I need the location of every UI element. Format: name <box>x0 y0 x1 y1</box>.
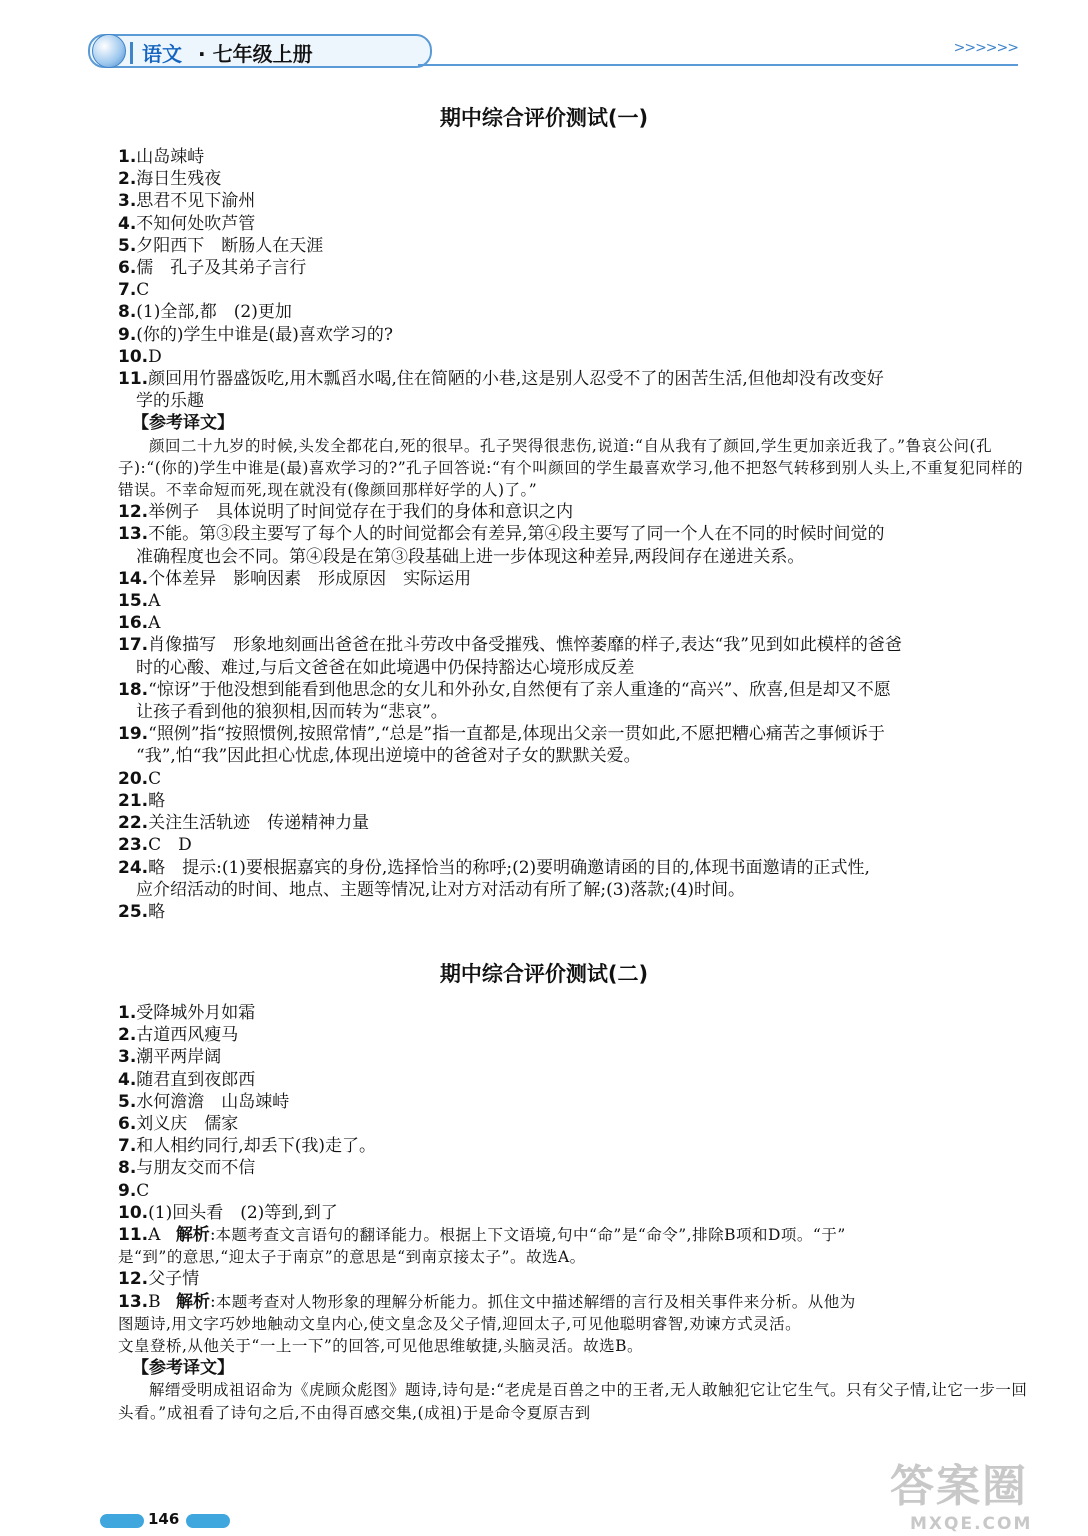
header-arrows-icon: >>>>>> <box>953 40 1018 56</box>
answer-item: 12.父子情 <box>118 1269 200 1290</box>
header-bubble-icon <box>92 34 126 68</box>
answer-text: 与朋友交而不信 <box>136 1158 256 1179</box>
answer-text: 准确程度也会不同。第④段是在第③段基础上进一步体现这种差异,两段间存在递进关系。 <box>136 546 805 567</box>
answer-item <box>118 368 1028 412</box>
answer-text: C D <box>148 835 192 856</box>
answer-number: 8. <box>118 302 137 323</box>
answer-item <box>118 324 1028 346</box>
answer-item <box>118 1091 1028 1113</box>
answer-number: 5. <box>118 235 137 256</box>
answer-item <box>118 812 1028 834</box>
answer-text: 随君直到夜郎西 <box>136 1069 256 1090</box>
answer-number: 20. <box>118 768 149 789</box>
answer-text: A <box>148 613 161 634</box>
answer-number: 24. <box>118 857 149 878</box>
answer-number: 7. <box>118 280 137 301</box>
watermark-url: MXQE.COM <box>910 1514 1033 1534</box>
answer-item <box>118 346 1028 368</box>
answer-text: D <box>148 346 162 367</box>
answer-item <box>118 1113 1028 1135</box>
answer-text: (你的)学生中谁是(最)喜欢学习的? <box>136 324 393 345</box>
section-title-1: 期中综合评价测试(一) <box>439 106 649 130</box>
answer-item <box>118 679 1028 723</box>
answer-text: 举例子 具体说明了时间觉存在于我们的身体和意识之内 <box>148 502 574 523</box>
answer-number: 15. <box>118 591 149 612</box>
answer-text: 不能。第③段主要写了每个人的时间觉都会有差异,第④段主要写了同一个人在不同的时候时间觉的 <box>148 524 885 545</box>
answer-item <box>118 523 1028 567</box>
answer-number: 4. <box>118 1069 137 1090</box>
answer-item <box>118 901 1028 923</box>
answer-number: 10. <box>118 346 149 367</box>
answer-number: 13. <box>118 524 149 545</box>
answer-item <box>118 301 1028 323</box>
answer-number: 7. <box>118 1136 137 1157</box>
header-grade: · 七年级上册 <box>198 42 313 66</box>
answer-item: 11.A 解析:本题考查文言语句的翻译能力。根据上下文语境,句中“命”是“命令”,排除B项和D项。“于” 是“到”的意思,“迎太子于南京”的意思是“到南京接太子”。故选A。 <box>118 1225 846 1267</box>
page-number-left-ornament <box>100 1514 144 1528</box>
answer-number: 1. <box>118 1003 137 1023</box>
answer-number: 6. <box>118 1114 137 1135</box>
answer-number: 12. <box>118 502 149 523</box>
header-badge <box>88 34 432 68</box>
answer-item <box>118 257 1028 279</box>
answers-section-1 <box>118 146 1028 923</box>
answer-text: C <box>136 1180 150 1201</box>
answer-text: 略 <box>148 901 166 922</box>
answer-number: 23. <box>118 835 149 856</box>
answer-text: 让孩子看到他的狼狈相,因而转为“悲哀”。 <box>136 702 448 723</box>
answer-item <box>118 1002 1028 1024</box>
section-title-2: 期中综合评价测试(二) <box>439 962 649 986</box>
answer-text: 学的乐趣 <box>136 391 204 412</box>
answer-item <box>118 612 1028 634</box>
reference-translation-text: 颜回二十九岁的时候,头发全都花白,死的很早。孔子哭得很悲伤,说道:“自从我有了颜回,学生更加亲近我了。”鲁哀公问(孔子):“(你的)学生中谁是(最)喜欢学习的?”孔子回答说:“有个叫颜回的学生最喜欢学习,他不把怒气转移到别人头上,不重复犯同样的错误。不幸命短而死,现在就没有(像颜回那样好学的人)了。” <box>118 436 1024 500</box>
page-number-right-ornament <box>186 1514 230 1528</box>
answer-text: “惊讶”于他没想到能看到他思念的女儿和外孙女,自然便有了亲人重逢的“高兴”、欣喜,但是却又不愿 <box>148 679 891 700</box>
answer-number: 16. <box>118 613 149 634</box>
answer-text: 夕阳西下 断肠人在天涯 <box>136 235 324 256</box>
answer-text: C <box>148 768 162 789</box>
answer-item: 13.B 解析:本题考查对人物形象的理解分析能力。抓住文中描述解缙的言行及相关事件来分析。从他为 图题诗,用文字巧妙地触动文皇内心,使文皇念及父子情,迎回太子,可见他聪明睿智,劝谏方式灵活。 文皇登桥,从他关于“一上一下”的回答,可见他思维敏捷,头脑灵活。故选B。 <box>118 1291 856 1356</box>
answer-text: 儒 孔子及其弟子言行 <box>136 258 307 279</box>
answer-number: 3. <box>118 191 137 212</box>
answer-text: “我”,怕“我”因此担心忧虑,体现出逆境中的爸爸对子女的默默关爱。 <box>136 746 641 767</box>
answer-text: 思君不见下渝州 <box>136 191 256 212</box>
answer-number: 17. <box>118 635 149 656</box>
watermark-title: 答案圈 <box>890 1461 1028 1512</box>
answer-item <box>118 857 1028 901</box>
answer-number: 3. <box>118 1047 137 1068</box>
answer-number: 10. <box>118 1202 149 1223</box>
header-subject: 语文 <box>142 42 182 66</box>
answer-number: 2. <box>118 169 137 190</box>
reference-translation-label: 【参考译文】 <box>132 413 234 434</box>
answer-text: 应介绍活动的时间、地点、主题等情况,让对方对活动有所了解;(3)落款;(4)时间。 <box>136 879 746 900</box>
watermark-logo <box>890 1450 1070 1534</box>
answer-number: 19. <box>118 724 149 745</box>
answer-number: 5. <box>118 1091 137 1112</box>
answer-number: 9. <box>118 1180 137 1201</box>
answer-item <box>118 590 1028 612</box>
answer-number: 4. <box>118 213 137 234</box>
page-header <box>88 30 1018 70</box>
answer-item <box>118 634 1028 678</box>
answer-number: 18. <box>118 679 149 700</box>
answer-item <box>118 168 1028 190</box>
answer-number: 9. <box>118 324 137 345</box>
answer-text: 肖像描写 形象地刻画出爸爸在批斗劳改中备受摧残、憔悴萎靡的样子,表达“我”见到如此模样的爸爸 <box>148 635 902 656</box>
answer-item <box>118 1202 1028 1224</box>
answer-item <box>118 768 1028 790</box>
answer-number: 1. <box>118 147 137 167</box>
answer-item <box>118 190 1028 212</box>
answer-text: 颜回用竹器盛饭吃,用木瓢舀水喝,住在简陋的小巷,这是别人忍受不了的困苦生活,但他却没有改变好 <box>148 369 884 390</box>
answer-text: 关注生活轨迹 传递精神力量 <box>148 813 370 834</box>
header-divider <box>130 42 133 64</box>
answer-item <box>118 1024 1028 1046</box>
answer-item <box>118 1157 1028 1179</box>
answer-item <box>118 213 1028 235</box>
answer-item <box>118 1180 1028 1202</box>
answer-text: A <box>148 591 161 612</box>
answer-item <box>118 1135 1028 1157</box>
answer-item <box>118 723 1028 767</box>
answer-text: 和人相约同行,却丢下(我)走了。 <box>136 1136 376 1157</box>
answer-text: “照例”指“按照惯例,按照常情”,“总是”指一直都是,体现出父亲一贯如此,不愿把糟心痛苦之事倾诉于 <box>148 724 885 745</box>
answer-item <box>118 235 1028 257</box>
answer-item <box>118 790 1028 812</box>
answer-text: C <box>136 280 150 301</box>
answers-section-2 <box>118 1002 1028 1424</box>
answer-text: 略 提示:(1)要根据嘉宾的身份,选择恰当的称呼;(2)要明确邀请函的目的,体现书面邀请的正式性, <box>148 857 870 878</box>
answer-text: 水何澹澹 山岛竦峙 <box>136 1091 290 1112</box>
reference-translation-label: 【参考译文】 <box>132 1358 234 1379</box>
page-number: 146 <box>148 1510 180 1528</box>
answer-number: 6. <box>118 258 137 279</box>
answer-text: 古道西风瘦马 <box>136 1025 239 1046</box>
answer-text: 时的心酸、难过,与后文爸爸在如此境遇中仍保持豁达心境形成反差 <box>136 657 635 678</box>
answer-number: 25. <box>118 901 149 922</box>
answer-number: 11. <box>118 369 149 390</box>
answer-number: 8. <box>118 1158 137 1179</box>
answer-item <box>118 834 1028 856</box>
answer-item <box>118 568 1028 590</box>
answer-text: (1)全部,都 (2)更加 <box>136 302 292 323</box>
header-rule <box>418 64 1018 66</box>
answer-item <box>118 146 1028 168</box>
answer-number: 22. <box>118 813 149 834</box>
answer-text: 略 <box>148 790 166 811</box>
answer-text: (1)回头看 (2)等到,到了 <box>148 1202 338 1223</box>
answer-item <box>118 1069 1028 1091</box>
answer-text: 个体差异 影响因素 形成原因 实际运用 <box>148 568 472 589</box>
answer-text: 不知何处吹芦管 <box>136 213 256 234</box>
answer-text: 山岛竦峙 <box>136 147 205 167</box>
answer-item <box>118 279 1028 301</box>
answer-item <box>118 501 1028 523</box>
answer-text: 潮平两岸阔 <box>136 1047 222 1068</box>
answer-number: 14. <box>118 568 149 589</box>
answer-number: 21. <box>118 790 149 811</box>
answer-number: 2. <box>118 1025 137 1046</box>
answer-text: 受降城外月如霜 <box>136 1003 256 1023</box>
answer-text: 海日生残夜 <box>136 169 222 190</box>
answer-text: 刘义庆 儒家 <box>136 1114 239 1135</box>
reference-translation-text: 解缙受明成祖诏命为《虎顾众彪图》题诗,诗句是:“老虎是百兽之中的王者,无人敢触犯它让它生气。只有父子情,让它一步一回头看。”成祖看了诗句之后,不由得百感交集,(成祖)于是命令夏原吉到 <box>118 1381 1028 1422</box>
answer-item <box>118 1046 1028 1068</box>
